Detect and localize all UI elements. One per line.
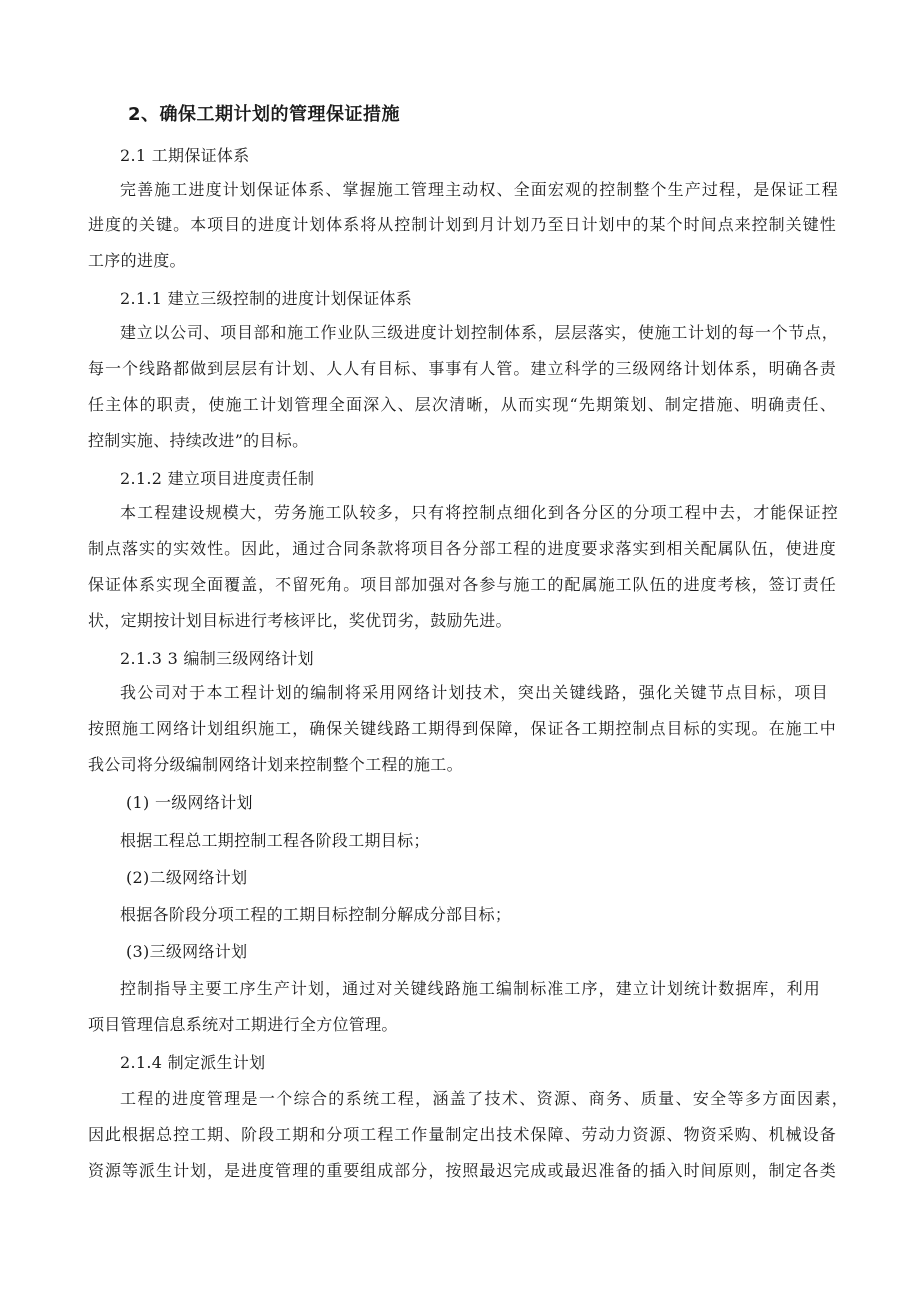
- heading-2-1-3: 2.1.3 3 编制三级网络计划: [120, 649, 314, 668]
- heading-2-1-4: 2.1.4 制定派生计划: [120, 1053, 266, 1072]
- item-2-heading: (2)二级网络计划: [126, 868, 248, 887]
- item-3-heading: (3)三级网络计划: [126, 942, 248, 961]
- para-2-1-1-line-4: 控制实施、持续改进”的目标。: [88, 431, 309, 450]
- para-2-1-3-line-3: 我公司将分级编制网络计划来控制整个工程的施工。: [88, 755, 463, 774]
- para-2-1-4-line-3: 资源等派生计划，是进度管理的重要组成部分，按照最迟完成或最迟准备的插入时间原则，制定各类: [88, 1161, 836, 1180]
- heading-2-1-1: 2.1.1 建立三级控制的进度计划保证体系: [120, 289, 413, 308]
- para-2-1-3-line-2: 按照施工网络计划组织施工，确保关键线路工期得到保障，保证各工期控制点目标的实现。在施工中: [88, 719, 836, 738]
- item-1-text: 根据工程总工期控制工程各阶段工期目标；: [120, 831, 430, 850]
- para-2-1-line-3: 工序的进度。: [88, 251, 186, 270]
- heading-2-1-2: 2.1.2 建立项目进度责任制: [120, 469, 315, 488]
- para-2-1-3-line-1: 我公司对于本工程计划的编制将采用网络计划技术，突出关键线路，强化关键节点目标，项目: [120, 683, 828, 702]
- para-2-1-2-line-1: 本工程建设规模大，劳务施工队较多，只有将控制点细化到各分区的分项工程中去，才能保证控: [120, 503, 838, 522]
- para-2-1-4-line-2: 因此根据总控工期、阶段工期和分项工程工作量制定出技术保障、劳动力资源、物资采购、机械设备: [88, 1125, 836, 1144]
- para-2-1-1-line-1: 建立以公司、项目部和施工作业队三级进度计划控制体系，层层落实，使施工计划的每一个节点，: [120, 323, 838, 342]
- section-title: 2、确保工期计划的管理保证措施: [128, 104, 401, 125]
- para-2-1-2-line-3: 保证体系实现全面覆盖，不留死角。项目部加强对各参与施工的配属施工队伍的进度考核，签订责任: [88, 575, 836, 594]
- para-2-1-2-line-2: 制点落实的实效性。因此，通过合同条款将项目各分部工程的进度要求落实到相关配属队伍，使进度: [88, 539, 836, 558]
- para-2-1-2-line-4: 状，定期按计划目标进行考核评比，奖优罚劣，鼓励先进。: [88, 611, 512, 630]
- para-2-1-line-1: 完善施工进度计划保证体系、掌握施工管理主动权、全面宏观的控制整个生产过程，是保证工程: [120, 180, 838, 199]
- para-2-1-1-line-3: 任主体的职责，使施工计划管理全面深入、层次清晰，从而实现“先期策划、制定措施、明确责任、: [88, 395, 836, 414]
- heading-2-1: 2.1 工期保证体系: [120, 146, 250, 165]
- item-3-text-line-2: 项目管理信息系统对工期进行全方位管理。: [88, 1015, 398, 1034]
- item-2-text: 根据各阶段分项工程的工期目标控制分解成分部目标；: [120, 905, 512, 924]
- para-2-1-4-line-1: 工程的进度管理是一个综合的系统工程，涵盖了技术、资源、商务、质量、安全等多方面因素，: [120, 1089, 848, 1108]
- item-1-heading: (1) 一级网络计划: [126, 793, 253, 812]
- item-3-text-line-1: 控制指导主要工序生产计划，通过对关键线路施工编制标准工序，建立计划统计数据库，利用: [120, 979, 820, 998]
- para-2-1-1-line-2: 每一个线路都做到层层有计划、人人有目标、事事有人管。建立科学的三级网络计划体系，明确各责: [88, 359, 836, 378]
- para-2-1-line-2: 进度的关键。本项目的进度计划体系将从控制计划到月计划乃至日计划中的某个时间点来控制关键性: [88, 215, 836, 234]
